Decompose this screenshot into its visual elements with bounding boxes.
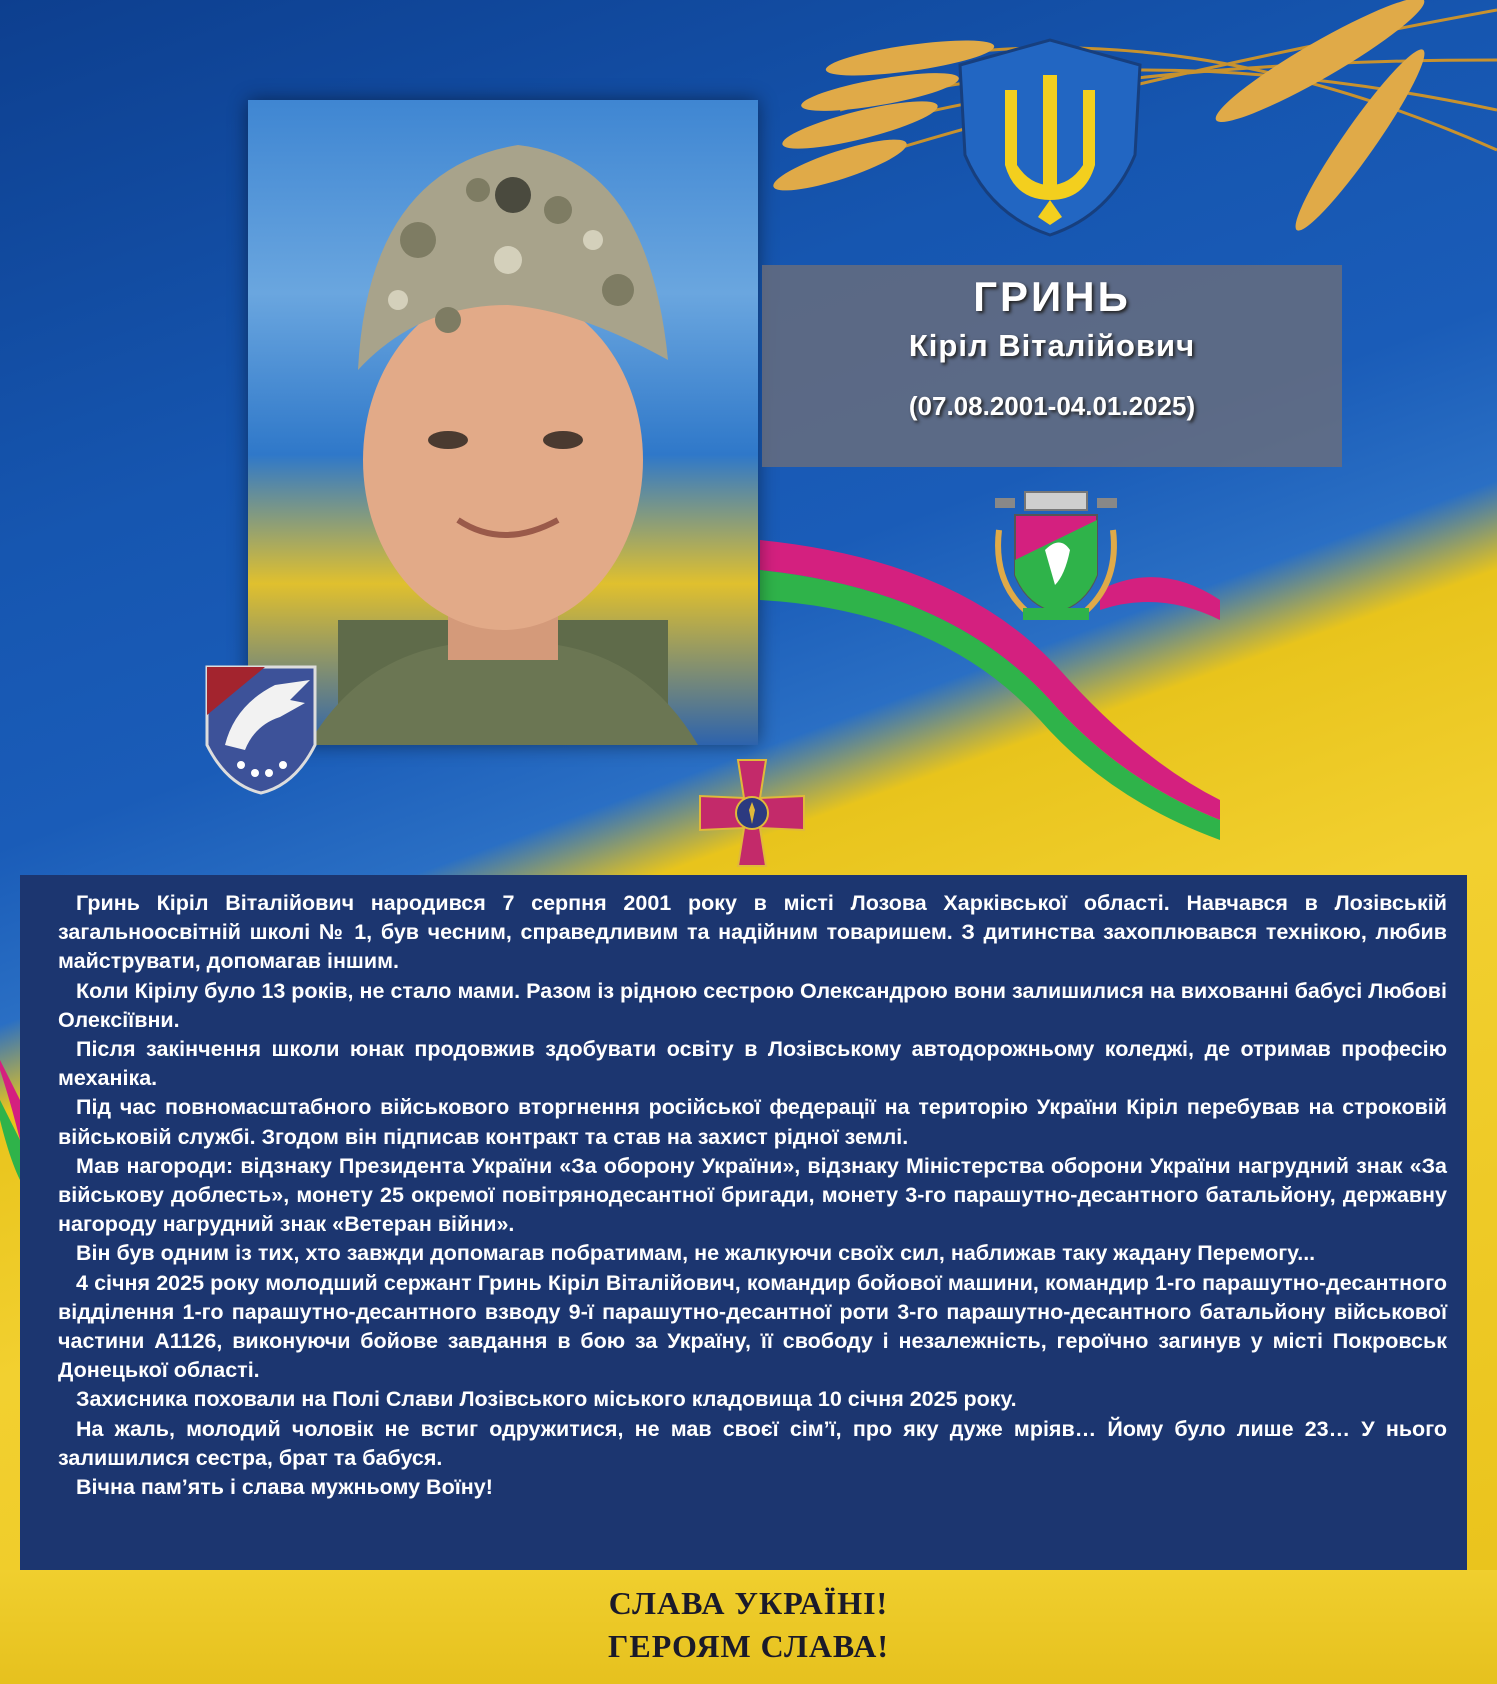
bio-paragraph: Мав нагороди: відзнаку Президента України «За оборону України», відзнаку Міністерства оборони України нагрудний знак «За військову доблесть», монету 25 окремої повітрянодесантної бригади, монету 3-го парашутно-десантного батальйону, державну нагороду нагрудний знак «Ветеран війни». [58, 1153, 1447, 1237]
biography-panel [20, 875, 1467, 1570]
bio-paragraph: На жаль, молодий чоловік не встиг одружитися, не мав своєї сім’ї, про яку дуже мріяв… Йому було лише 23… У нього залишилися сестра, брат та бабуся. [58, 1416, 1447, 1470]
name-panel [762, 265, 1342, 467]
portrait-photo [248, 100, 758, 745]
surname: ГРИНЬ [973, 273, 1131, 320]
bio-paragraph: Під час повномасштабного військового вторгнення російської федерації на територію України Кіріл перебував на строковій військовій службі. Згодом він підписав контракт та став на захист рідної землі. [58, 1095, 1447, 1149]
bio-paragraph: Гринь Кіріл Віталійович народився 7 серпня 2001 року в місті Лозова Харківської області. Навчався в Лозівській загальноосвітній школі № 1, був чесним, справедливим та надійним товаришем. З дитинства захоплювався технікою, любив майструвати, допомагав іншим. [58, 891, 1447, 974]
slogan-glory-ukraine: СЛАВА УКРАЇНІ! [608, 1585, 889, 1621]
bio-paragraph: Коли Кірілу було 13 років, не стало мами. Разом із рідною сестрою Олександрою вони залишилися на вихованні бабусі Любові Олексіївни. [58, 978, 1447, 1032]
life-dates: (07.08.2001-04.01.2025) [908, 391, 1196, 421]
bio-paragraph: Після закінчення школи юнак продовжив здобувати освіту в Лозівському автодорожньому коледжі, де отримав професію механіка. [58, 1037, 1447, 1091]
eagle-brigade-patch-icon [205, 665, 317, 795]
soldier-portrait-icon [248, 100, 758, 745]
bio-paragraph: Вічна пам’ять і слава мужньому Воїну! [76, 1475, 493, 1500]
slogan-glory-heroes: ГЕРОЯМ СЛАВА! [607, 1628, 890, 1664]
bio-paragraph: Захисника поховали на Полі Слави Лозівського міського кладовища 10 січня 2025 року. [76, 1387, 1017, 1412]
bio-paragraph: 4 січня 2025 року молодший сержант Гринь Кіріл Віталійович, командир бойової машини, командир 1-го парашутно-десантного відділення 1-го парашутно-десантного взводу 9-ї парашутно-десантної роти 3-го парашутно-десантного батальйону військової частини А1126, виконуючи бойове завдання в бою за Україну, її свободу і незалежність, героїчно загинув у місті Покровськ Донецької області. [58, 1270, 1447, 1383]
given-names: Кіріл Віталійович [908, 328, 1196, 363]
bio-paragraph: Він був одним із тих, хто завжди допомагав побратимам, не жалкуючи своїх сил, наближав таку жадану Перемогу... [76, 1241, 1316, 1266]
lozova-city-emblem-icon [985, 490, 1127, 625]
ground-forces-cross-icon [698, 758, 806, 868]
trident-shield-icon [950, 35, 1150, 240]
